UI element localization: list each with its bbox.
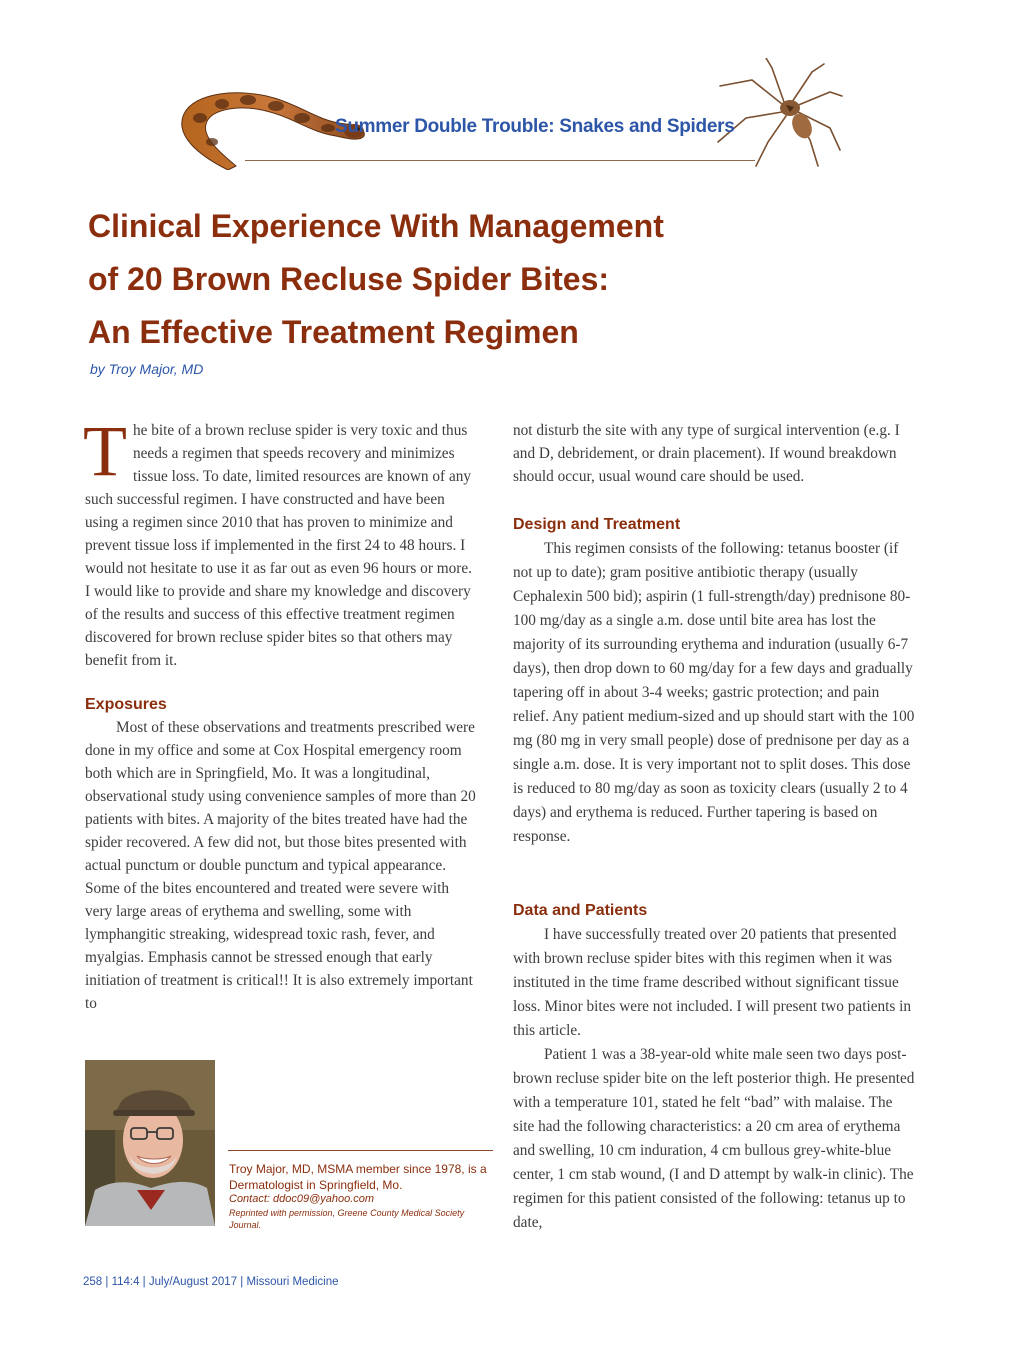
data-patients-heading: Data and Patients: [513, 902, 648, 919]
author-photo: [85, 1060, 215, 1226]
data-patients-paragraph-1: I have successfully treated over 20 patients that presented with brown recluse spider bites with this regimen when it was instituted in the time frame described without significant tissue loss. Minor bites were not included. I will present two patients in this article.: [513, 926, 912, 1039]
article-title-line-2: of 20 Brown Recluse Spider Bites:: [88, 261, 610, 297]
spider-illustration: [712, 58, 844, 168]
continuation-paragraph: not disturb the site with any type of surgical intervention (e.g. I and D, debridement, or drain placement). If wound breakdown should occur, usual wound care should be used.: [513, 422, 900, 485]
data-patients-paragraph-2: Patient 1 was a 38-year-old white male seen two days post-brown recluse spider bite on the left posterior thigh. He presented with a temperature 101, stated he felt “bad” with malaise. The site had the following characteristics: a 20 cm area of erythema and swelling, 10 cm induration, 4 cm bullous grey-white-blue center, 1 cm stab wound, (I and D attempt by walk-in clinic). The regimen for this patient consisted of the following: tetanus up to date,: [513, 1046, 915, 1231]
exposures-paragraph: Most of these observations and treatments prescribed were done in my office and some at Cox Hospital emergency room both which are in Springfield, Mo. It was a longitudinal, observational study using convenience samples of more than 20 patients with bites. A majority of the bites treated have had the spider recovered. A few did not, but those bites presented with actual punctum or double punctum and typical appearance. Some of the bites encountered and treated were severe with very large areas of erythema and swelling, some with lymphangitic streaking, widespread toxic rash, fever, and myalgias. Emphasis cannot be stressed enough that early initiation of treatment is critical!! It is also extremely important to: [85, 719, 476, 1012]
author-caption: Troy Major, MD, MSMA member since 1978, is a Dermatologist in Springfield, Mo.: [229, 1162, 487, 1192]
intro-section: [83, 411, 478, 672]
drop-cap: T: [83, 411, 127, 491]
col2-continuation: [513, 419, 915, 488]
caption-divider: [228, 1150, 493, 1151]
article-title-line-1: Clinical Experience With Management: [88, 208, 664, 244]
design-heading: Design and Treatment: [513, 516, 681, 533]
data-patients-section: [513, 923, 915, 1235]
author-contact: Contact: ddoc09@yahoo.com: [229, 1193, 375, 1205]
design-paragraph: This regimen consists of the following: tetanus booster (if not up to date); gram positive antibiotic therapy (usually Cephalexin 500 bid); aspirin (1 full-strength/day) prednisone 80-100 mg/day as a single a.m. dose until bite area has lost the majority of its surrounding erythema and induration (usually 6-7 days), then drop down to 60 mg/day for a few days and gradually tapering off in about 3-4 weeks; gastric protection; and pain relief. Any patient medium-sized and up should start with the 100 mg (80 mg in very small people) dose of prednisone per day as a single a.m. dose. It is very important not to split doses. This dose is reduced to 80 mg/day as soon as toxicity clears (usually 2 to 4 days) and erythema is reduced. Further tapering is based on response.: [513, 540, 915, 845]
banner-title: Summer Double Trouble: Snakes and Spiders: [335, 116, 735, 137]
exposures-heading: Exposures: [85, 696, 167, 713]
article-title: [88, 200, 808, 359]
reprint-note: Reprinted with permission, Greene County Medical Society Journal.: [229, 1208, 465, 1230]
design-section: [513, 537, 915, 849]
banner-divider: [245, 160, 755, 161]
exposures-section: [85, 716, 478, 1015]
byline: by Troy Major, MD: [90, 361, 204, 377]
page-footer: 258 | 114:4 | July/August 2017 | Missouri Medicine: [83, 1276, 339, 1288]
article-title-line-3: An Effective Treatment Regimen: [88, 314, 579, 350]
intro-paragraph: he bite of a brown recluse spider is very toxic and thus needs a regimen that speeds recovery and minimizes tissue loss. To date, limited resources are known of any such successful regimen. I have constructed and have been using a regimen since 2010 that has proven to minimize and prevent tissue loss if implemented in the first 24 to 48 hours. I would not hesitate to use it as far out as even 96 hours or more. I would like to provide and share my knowledge and discovery of the results and success of this effective treatment regimen discovered for brown recluse spider bites so that others may benefit from it.: [85, 422, 473, 669]
